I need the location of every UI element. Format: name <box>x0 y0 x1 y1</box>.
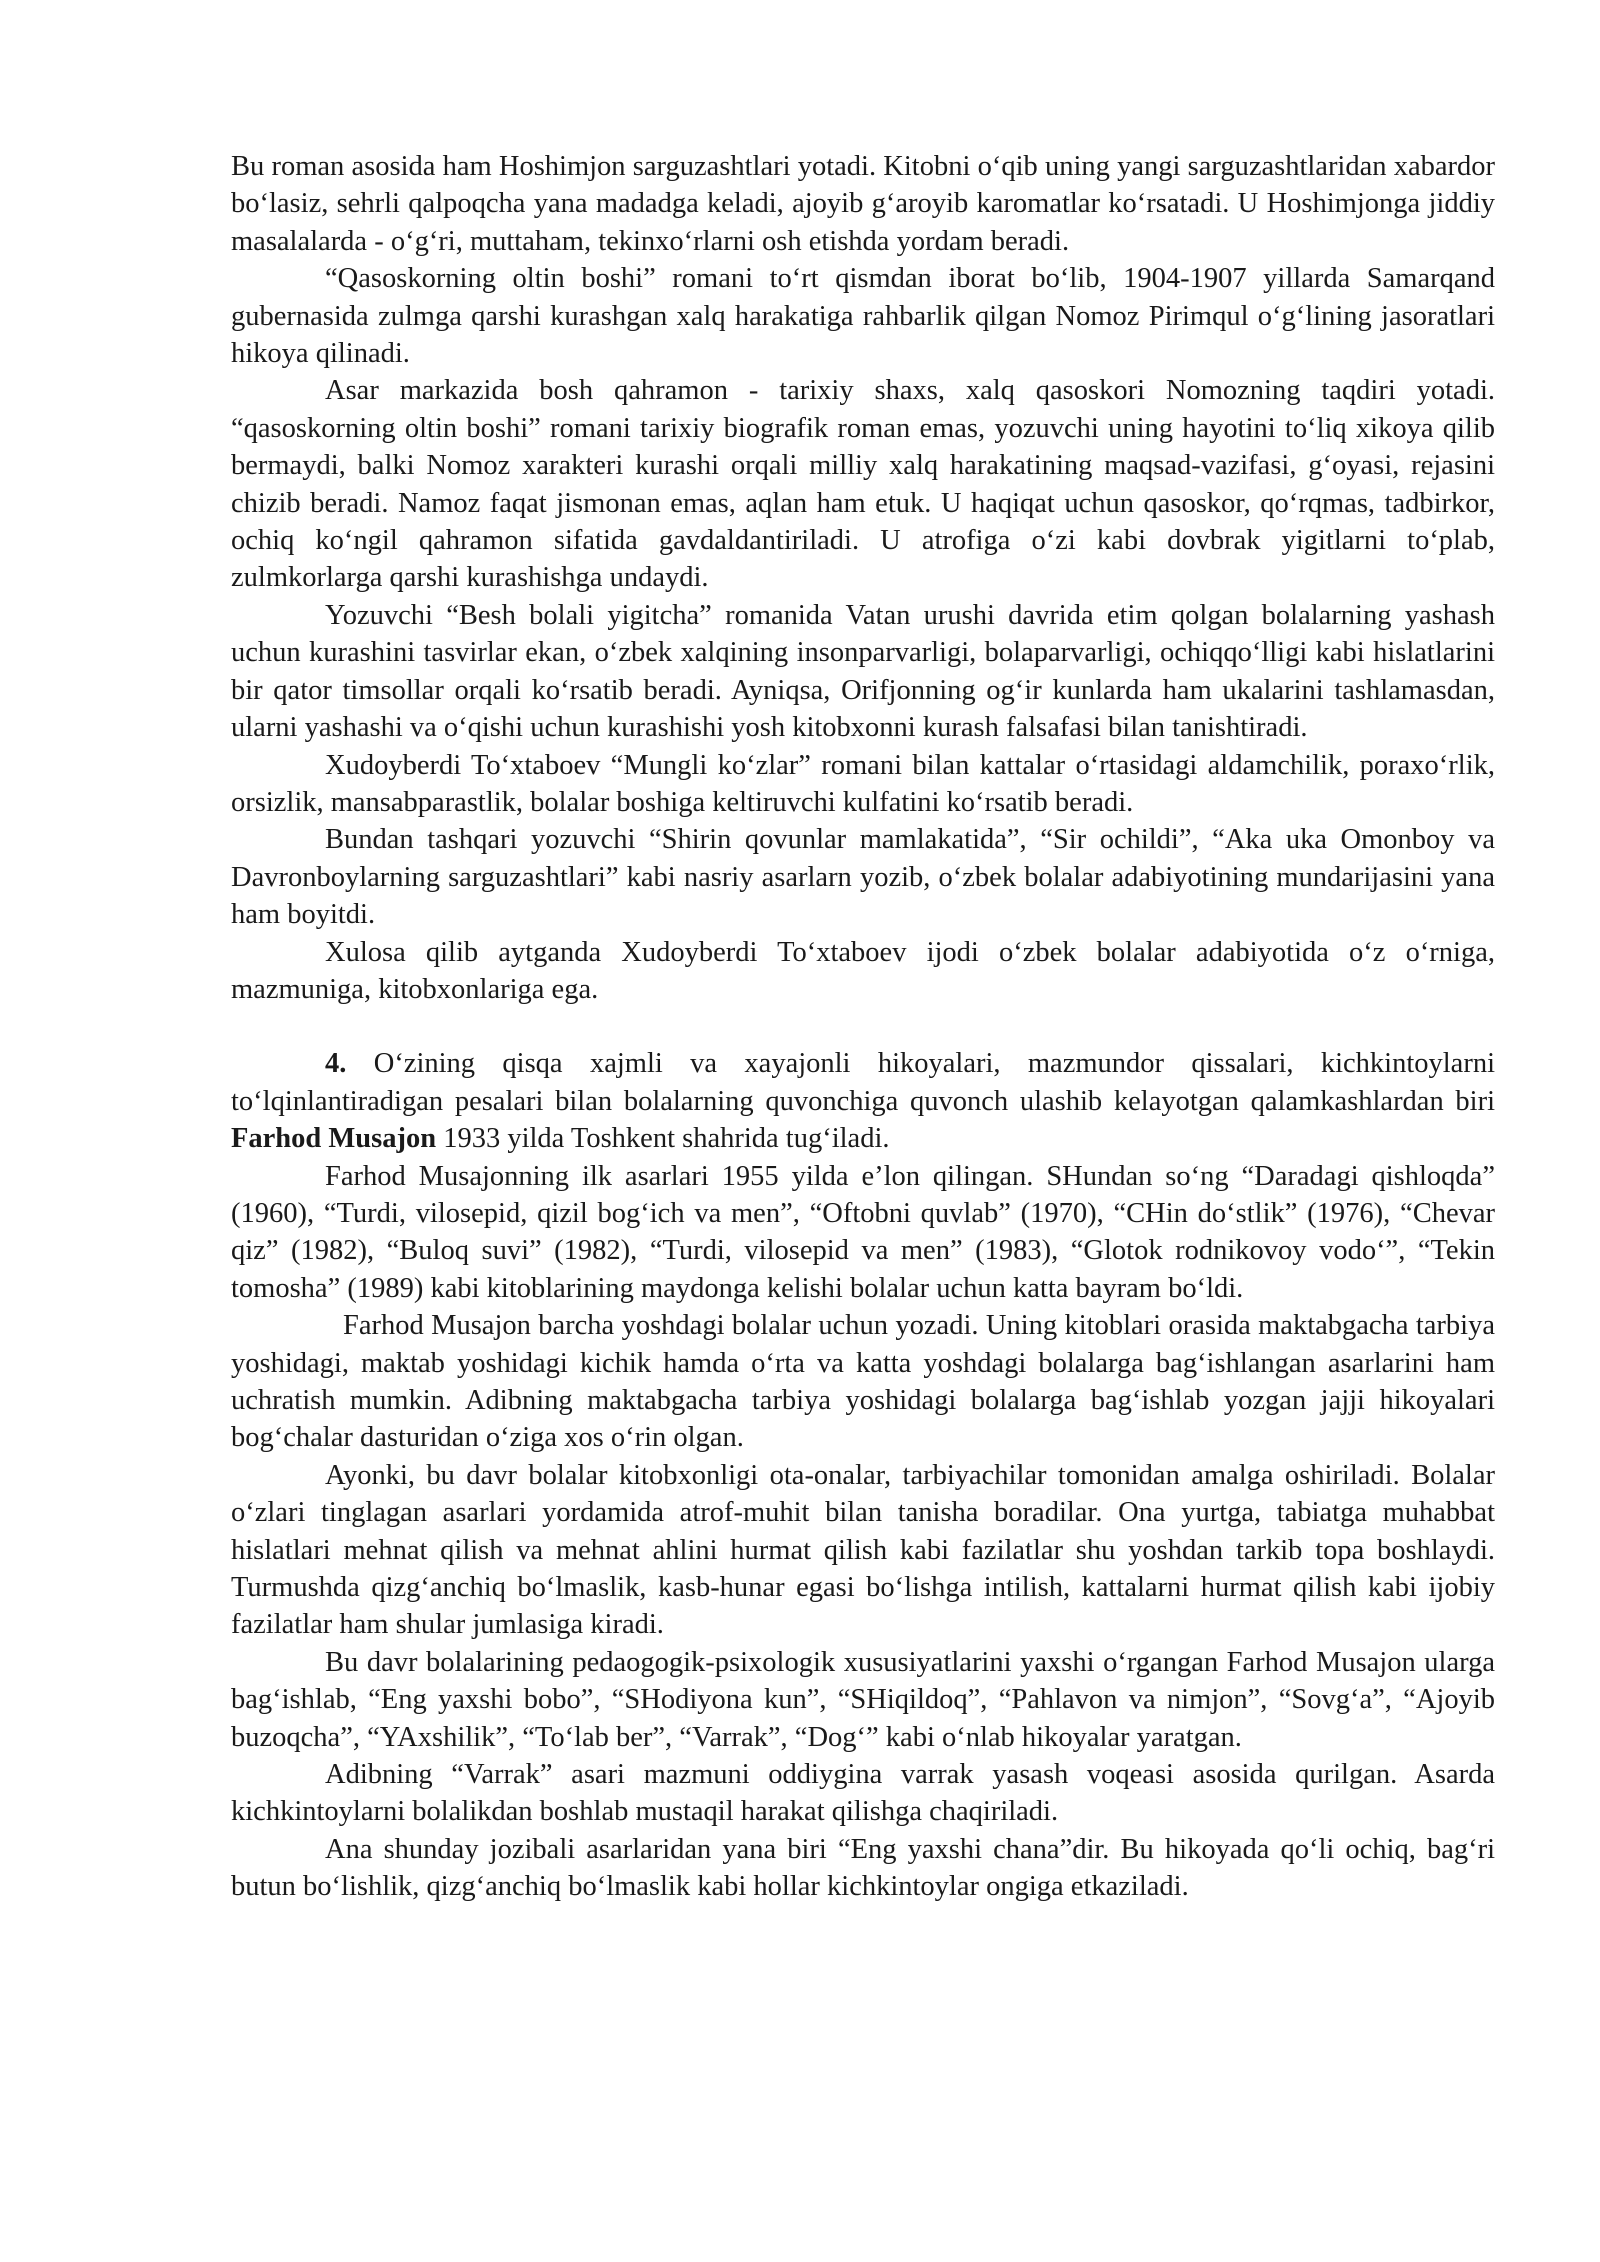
paragraph-hoshimjon: Bu roman asosida ham Hoshimjon sarguzashtlari yotadi. Kitobni o‘qib uning yangi sarguzashtlaridan xabardor bo‘lasiz, sehrli qalpoqcha yana madadga keladi, ajoyib g‘aroyib karomatlar ko‘rsatadi. U Hoshimjonga jiddiy masalalarda - o‘g‘ri, muttaham, tekinxo‘rlarni osh etishda yordam beradi. <box>231 151 1495 257</box>
section-4-text-after: 1933 yilda Toshkent shahrida tug‘iladi. <box>436 1123 890 1155</box>
paragraph-section-4 <box>231 1045 1495 1157</box>
paragraph-first-works: Farhod Musajonning ilk asarlari 1955 yilda e’lon qilingan. SHundan so‘ng “Daradagi qishloqda” (1960), “Turdi, vilosepid, qizil bog‘ich va men”, “Oftobni quvlab” (1970), “CHin do‘stlik” (1976), “Chevar qiz” (1982), “Buloq suvi” (1982), “Turdi, vilosepid va men” (1983), “Glotok rodnikovoy vodo‘”, “Tekin tomosha” (1989) kabi kitoblarining maydonga kelishi bolalar uchun katta bayram bo‘ldi. <box>231 1160 1495 1304</box>
paragraph-mungli-kozlar: Xudoyberdi To‘xtaboev “Mungli ko‘zlar” romani bilan kattalar o‘rtasidagi aldamchilik, poraxo‘rlik, orsizlik, mansabparastlik, bolalar boshiga keltiruvchi kulfatini ko‘rsatib beradi. <box>231 749 1495 818</box>
paragraph-all-ages: Farhod Musajon barcha yoshdagi bolalar uchun yozadi. Uning kitoblari orasida maktabgacha tarbiya yoshidagi, maktab yoshidagi kichik hamda o‘rta va katta yoshdagi bolalarga bag‘ishlangan asarlarini ham uchratish mumkin. Adibning maktabgacha tarbiya yoshidagi bolalarga bag‘ishlab yozgan jajji hikoyalari bog‘chalar dasturidan o‘ziga xos o‘rin olgan. <box>231 1310 1495 1454</box>
paragraph-conclusion: Xulosa qilib aytganda Xudoyberdi To‘xtaboev ijodi o‘zbek bolalar adabiyotida o‘z o‘rniga, mazmuniga, kitobxonlariga ega. <box>231 936 1495 1005</box>
section-4-text-before: O‘zining qisqa xajmli va xayajonli hikoyalari, mazmundor qissalari, kichkintoylarni to‘lqinlantiradigan pesalari bilan bolalarning quvonchiga quvonch ulashib kelayotgan qalamkashlardan biri <box>231 1048 1495 1117</box>
paragraph-other-works: Bundan tashqari yozuvchi “Shirin qovunlar mamlakatida”, “Sir ochildi”, “Aka uka Omonboy va Davronboylarning sarguzashtlari” kabi nasriy asarlarn yozib, o‘zbek bolalar adabiyotining mundarijasini yana ham boyitdi. <box>231 824 1495 931</box>
paragraph-ayonki: Ayonki, bu davr bolalar kitobxonligi ota-onalar, tarbiyachilar tomonidan amalga oshiriladi. Bolalar o‘zlari tinglagan asarlari yordamida atrof-muhit bilan tanisha boradilar. Ona yurtga, tabiatga muhabbat hislatlari mehnat qilish va mehnat ahlini hurmat qilish kabi fazilatlar shu yoshdan tarkib topa boshlaydi. Turmushda qizg‘anchiq bo‘lmaslik, kasb-hunar egasi bo‘lishga intilish, kattalarni hurmat qilish kabi ijobiy fazilatlar ham shular jumlasiga kiradi. <box>231 1459 1495 1641</box>
document-page <box>231 148 1495 1906</box>
author-name: Farhod Musajon <box>231 1123 437 1155</box>
section-number: 4. <box>325 1048 347 1080</box>
paragraph-varrak: Adibning “Varrak” asari mazmuni oddiygina varrak yasash voqeasi asosida qurilgan. Asarda kichkintoylarni bolalikdan boshlab mustaqil harakat qilishga chaqiriladi. <box>231 1759 1495 1828</box>
paragraph-eng-yaxshi-chana: Ana shunday jozibali asarlaridan yana biri “Eng yaxshi chana”dir. Bu hikoyada qo‘li ochiq, bag‘ri butun bo‘lishlik, qizg‘anchiq bo‘lmaslik kabi hollar kichkintoylar ongiga etkaziladi. <box>231 1833 1495 1903</box>
paragraph-stories-list: Bu davr bolalarining pedaogogik-psixologik xususiyatlarini yaxshi o‘rgangan Farhod Musajon ularga bag‘ishlab, “Eng yaxshi bobo”, “SHodiyona kun”, “SHiqildoq”, “Pahlavon va nimjon”, “Sovg‘a”, “Ajoyib buzoqcha”, “YAxshilik”, “To‘lab ber”, “Varrak”, “Dog‘” kabi o‘nlab hikoyalar yaratgan. <box>231 1646 1495 1753</box>
paragraph-nomoz: Asar markazida bosh qahramon - tarixiy shaxs, xalq qasoskori Nomozning taqdiri yotadi. “qasoskorning oltin boshi” romani tarixiy biografik roman emas, yozuvchi uning hayotini to‘liq xikoya qilib bermaydi, balki Nomoz xarakteri kurashi orqali milliy xalq harakatining maqsad-vazifasi, g‘oyasi, rejasini chizib beradi. Namoz faqat jismonan emas, aqlan ham etuk. U haqiqat uchun qasoskor, qo‘rqmas, tadbirkor, ochiq ko‘ngil qahramon sifatida gavdaldantiriladi. U atrofiga o‘zi kabi dovbrak yigitlarni to‘plab, zulmkorlarga qarshi kurashishga undaydi. <box>231 375 1495 594</box>
paragraph-besh-bolali: Yozuvchi “Besh bolali yigitcha” romanida Vatan urushi davrida etim qolgan bolalarning yashash uchun kurashini tasvirlar ekan, o‘zbek xalqining insonparvarligi, bolaparvarligi, ochiqqo‘lligi kabi hislatlarini bir qator timsollar orqali ko‘rsatib beradi. Ayniqsa, Orifjonning og‘ir kunlarda ham ukalarini tashlamasdan, ularni yashashi va o‘qishi uchun kurashishi yosh kitobxonni kurash falsafasi bilan tanishtiradi. <box>231 599 1495 744</box>
section-gap <box>231 1008 1495 1045</box>
paragraph-qasoskorning-intro: “Qasoskorning oltin boshi” romani to‘rt qismdan iborat bo‘lib, 1904-1907 yillarda Samarqand gubernasida zulmga qarshi kurashgan xalq harakatiga rahbarlik qilgan Nomoz Pirimqul o‘g‘lining jasoratlari hikoya qilinadi. <box>231 263 1495 370</box>
